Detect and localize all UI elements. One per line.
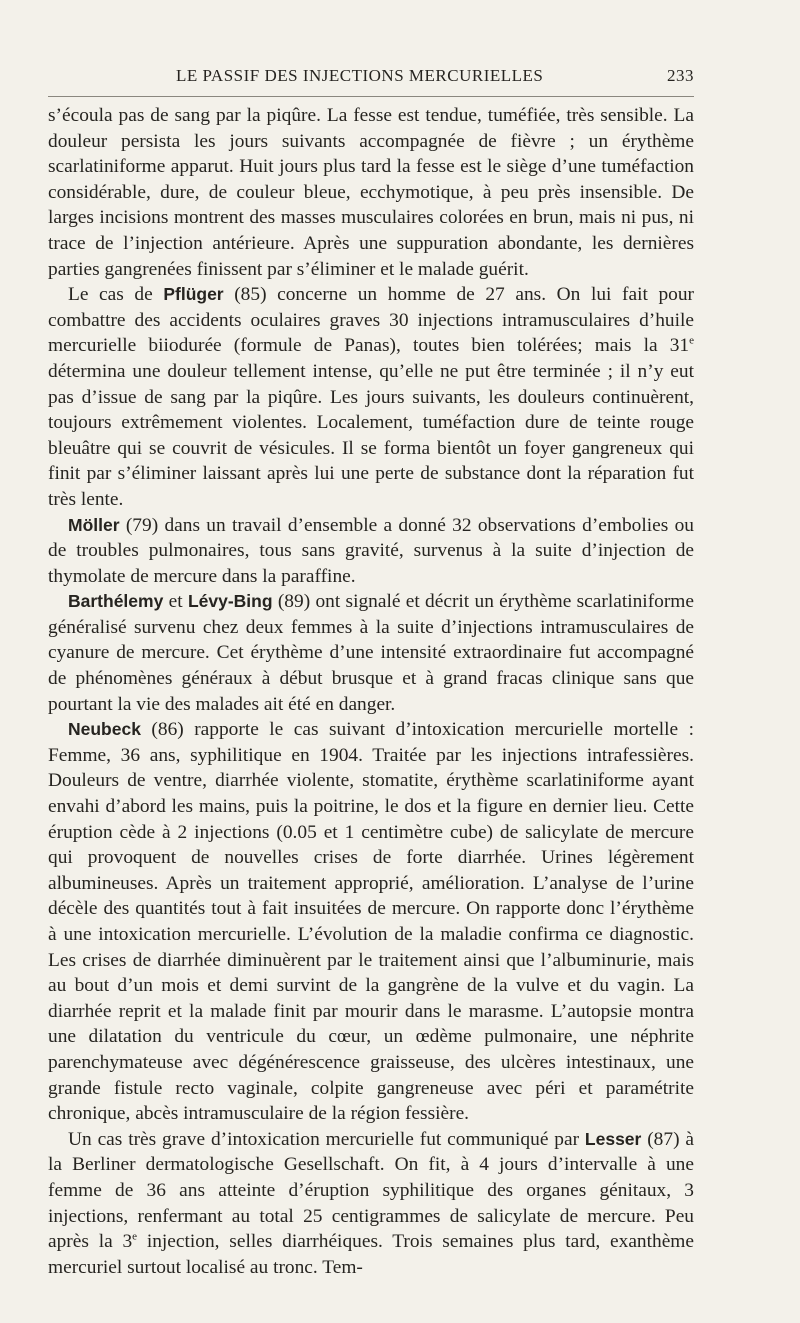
- text-run: Le cas de: [68, 284, 164, 306]
- page-body: [48, 103, 694, 1280]
- ordinal-superscript: e: [689, 334, 694, 347]
- text-run: et: [163, 591, 188, 613]
- paragraph: [48, 282, 694, 512]
- text-run: (86) rapporte le cas suivant d’intoxication mercurielle mortelle : Femme, 36 ans, syphilitique en 1904. Traitée par les injections intrafessières. Douleurs de ventre, diarrhée violente, stomatite, érythème scarlatiniforme ayant envahi d’abord les mains, puis la poitrine, le dos et la figure en dernier lieu. Cette éruption cède à 2 injections (0.05 et 1 centimètre cube) de salicylate de mercure qui provoquent de nouvelles crises de forte diarrhée. Urines légèrement albumineuses. Après un traitement approprié, amélioration. L’analyse de l’urine décèle des quantités tout à fait insuitées de mercure. On rapporte donc l’érythème à une intoxication mercurielle. L’évolution de la maladie confirma ce diagnostic. Les crises de diarrhée diminuèrent par le traitement ainsi que l’albuminurie, mais au bout d’un mois et demi survint de la gangrène de la vulve et du vagin. La diarrhée reprit et la malade finit par mourir dans le marasme. L’autopsie montra une dilatation du ventricule du cœur, un œdème pulmonaire, une néphrite parenchymateuse avec dégénérescence graisseuse, des ulcères intestinaux, une grande fistule recto vaginale, colpite gangreneuse avec péri et paramétrite chronique, abcès intramusculaire de la région fessière.: [48, 719, 694, 1125]
- page-number: 233: [667, 66, 694, 85]
- paragraph: [48, 103, 694, 282]
- running-header: [48, 62, 694, 96]
- author-name: Pflüger: [163, 284, 224, 305]
- text-run: Un cas très grave d’intoxication mercurielle fut communiqué par: [68, 1128, 585, 1150]
- text-run: (89) ont signalé et décrit un érythème scarlatiniforme généralisé survenu chez deux femmes à la suite d’injections intramusculaires de cyanure de mercure. Cet érythème d’une intensité extraordinaire fut accompagné de phénomènes généraux à début brusque et à grand fracas clinique sans que pourtant la vie des malades ait été en danger.: [48, 591, 694, 715]
- book-page: [48, 62, 694, 1280]
- paragraph: [48, 513, 694, 590]
- author-name: Neubeck: [68, 719, 141, 740]
- text-run: injection, selles diarrhéiques. Trois semaines plus tard, exanthème mercuriel surtout localisé au tronc. Tem-: [48, 1231, 694, 1278]
- author-name: Barthélemy: [68, 591, 164, 612]
- text-run: détermina une douleur tellement intense, qu’elle ne put être terminée ; il n’y eut pas d’issue de sang par la piqûre. Les jours suivants, les douleurs continuèrent, toujours extrêmement violentes. Localement, tuméfaction dure de teinte rouge bleuâtre qui se couvrit de vésicules. Il se forma bientôt un foyer gangreneux qui finit par s’éliminer laissant après lui une perte de substance dont la réparation fut très lente.: [48, 360, 694, 510]
- text-run: (79) dans un travail d’ensemble a donné 32 observations d’embolies ou de troubles pulmonaires, tous sans gravité, survenus à la suite d’injection de thymolate de mercure dans la paraffine.: [48, 514, 694, 587]
- text-run: (85) concerne un homme de 27 ans. On lui fait pour combattre des accidents oculaires graves 30 injections intramusculaires d’huile mercurielle biiodurée (formule de Panas), toutes bien tolérées; mais la 31: [48, 284, 695, 357]
- text-run: s’écoula pas de sang par la piqûre. La fesse est tendue, tuméfiée, très sensible. La douleur persista les jours suivants accompagnée de fièvre ; un érythème scarlatiniforme apparut. Huit jours plus tard la fesse est le siège d’une tuméfaction considérable, dure, de couleur bleue, ecchymotique, à peu près insensible. De larges incisions montrent des masses musculaires colorées en brun, mais ni pus, ni trace de l’injection antérieure. Après une suppuration abondante, les dernières parties gangrenées finissent par s’éliminer et le malade guérit.: [48, 105, 694, 280]
- text-run: (87) à la Berliner dermatologische Gesellschaft. On fit, à 4 jours d’intervalle à une femme de 36 ans atteinte d’éruption syphilitique des organes génitaux, 3 injections, renfermant au total 25 centigrammes de salicylate de mercure. Peu après la 3: [48, 1128, 695, 1253]
- ordinal-superscript: e: [132, 1230, 138, 1243]
- paragraph: [48, 589, 694, 717]
- running-title: LE PASSIF DES INJECTIONS MERCURIELLES: [176, 66, 544, 85]
- paragraph: [48, 717, 694, 1127]
- author-name: Möller: [68, 514, 120, 535]
- author-name: Lesser: [584, 1128, 642, 1149]
- header-rule: [48, 96, 694, 97]
- paragraph: [48, 1127, 694, 1281]
- author-name: Lévy-Bing: [187, 591, 273, 612]
